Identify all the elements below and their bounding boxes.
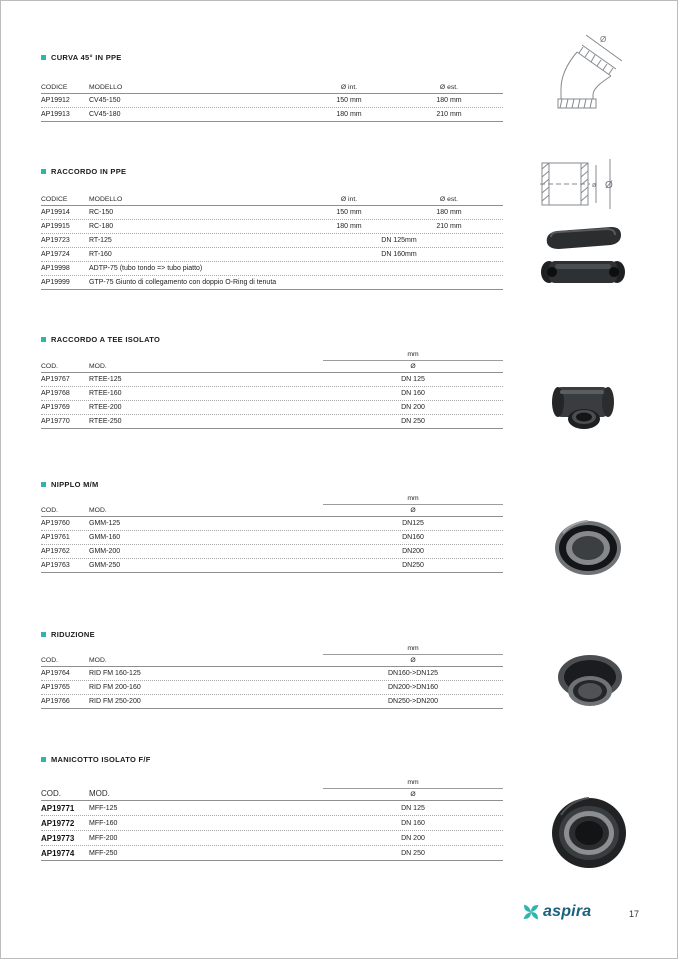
unit-label: mm [323,777,503,789]
table-header-row [41,79,503,94]
col-header-codice: CODICE [41,84,68,91]
section-heading-tee [41,335,160,344]
bullet-icon [41,169,46,174]
table-header-row [41,191,503,206]
table-cell: DN200 [402,548,424,555]
raccordo-table [41,191,503,290]
table-cell: AP19763 [41,562,70,569]
table-header-row [41,349,503,373]
unit-label: mm [323,349,503,361]
table-cell: CV45-180 [89,111,121,118]
tee-table [41,349,503,429]
brand-name: aspira [543,903,592,920]
brand-logo [522,903,591,921]
table-cell: 150 mm [336,209,362,216]
table-cell: DN 125mm [381,237,417,244]
curva-45-drawing [534,31,634,119]
table-cell: AP19765 [41,684,70,691]
dia-label: Ø [410,657,416,664]
table-cell: RT-125 [89,237,112,244]
diameter-label: Ø [600,35,607,44]
table-cell: AP19913 [41,111,70,118]
adtp-adapter-photo [541,223,626,253]
table-cell: RC-180 [89,223,114,230]
diameter-label: Ø [605,180,613,191]
table-cell: GMM-200 [89,548,121,555]
table-row [41,401,503,415]
table-row [41,373,503,387]
section-heading-curva45 [41,53,122,62]
col-header-spacer [379,91,419,93]
table-cell: DN 250 [401,418,425,425]
col-header-spacer [379,203,419,205]
table-cell: GTP-75 Giunto di collegamento con doppio O-Ring di tenuta [89,279,277,286]
unit-label: mm [323,643,503,655]
table-cell: RTEE-250 [89,418,122,425]
table-cell: AP19723 [41,237,70,244]
table-cell: ADTP-75 (tubo tondo => tubo piatto) [89,265,203,272]
col-header-mod: MOD. [89,363,107,370]
table-header-row [41,493,503,517]
table-cell: DN 160 [401,819,425,827]
page-number: 17 [629,909,640,919]
table-cell: DN 200 [401,404,425,411]
table-cell: DN160->DN125 [388,670,438,677]
table-cell: AP19998 [41,265,70,272]
table-cell: AP19912 [41,97,70,104]
table-cell: DN 250 [401,849,425,857]
col-header-cod: COD. [41,507,58,514]
table-row [41,681,503,695]
table-cell: DN 125 [401,376,425,383]
section-title: MANICOTTO ISOLATO F/F [51,755,151,764]
table-cell: RTEE-125 [89,376,122,383]
riduzione-photo [554,653,626,713]
table-header-row [41,643,503,667]
tee-fitting-photo [546,369,618,431]
table-row [41,387,503,401]
section-title: NIPPLO M/M [51,480,99,489]
table-cell: MFF-200 [89,834,118,842]
nipplo-photo [553,519,623,577]
table-cell: DN200->DN160 [388,684,438,691]
table-cell: AP19999 [41,279,70,286]
table-cell: RTEE-200 [89,404,122,411]
section-title: RIDUZIONE [51,630,95,639]
table-row [41,816,503,831]
table-cell: DN 200 [401,834,425,842]
dia-label: Ø [410,363,416,370]
section-title: RACCORDO A TEE ISOLATO [51,335,161,344]
unit-label: mm [323,493,503,505]
table-row [41,545,503,559]
table-cell: AP19771 [41,803,75,813]
col-header-cod: COD. [41,363,58,370]
table-row [41,248,503,262]
col-header-dn [323,777,503,800]
table-row [41,667,503,681]
curva45-table [41,79,503,122]
table-cell: CV45-150 [89,97,121,104]
dia-label: Ø [410,791,416,798]
table-cell: 210 mm [436,111,462,118]
table-cell: GMM-160 [89,534,121,541]
table-row [41,831,503,846]
table-cell: RTEE-160 [89,390,122,397]
table-cell: DN 160 [401,390,425,397]
table-cell: AP19767 [41,376,70,383]
section-title: RACCORDO IN PPE [51,167,127,176]
aspira-pinwheel-icon [522,903,540,921]
col-header-mod: MOD. [89,657,107,664]
table-body [41,801,503,861]
table-cell: AP19766 [41,698,70,705]
bullet-icon [41,55,46,60]
table-cell: AP19915 [41,223,70,230]
table-cell: MFF-125 [89,804,118,812]
table-row [41,276,503,290]
table-cell: 180 mm [336,111,362,118]
table-cell: AP19770 [41,418,70,425]
bullet-icon [41,482,46,487]
table-cell: AP19764 [41,670,70,677]
bullet-icon [41,757,46,762]
table-cell: DN125 [402,520,424,527]
diameter-small-label: ø [592,182,597,189]
manicotto-photo [549,793,629,873]
table-body [41,667,503,709]
table-cell: 180 mm [336,223,362,230]
table-row [41,234,503,248]
table-cell: AP19914 [41,209,70,216]
section-heading-manicotto [41,755,151,764]
riduzione-table [41,643,503,709]
table-body [41,517,503,573]
table-row [41,94,503,108]
gtp-joint-photo [539,256,627,288]
table-cell: DN250->DN200 [388,698,438,705]
table-cell: RT-160 [89,251,112,258]
col-header-dn [323,493,503,516]
table-cell: 180 mm [436,97,462,104]
section-heading-raccordo [41,167,126,176]
table-cell: AP19760 [41,520,70,527]
table-cell: DN 160mm [381,251,417,258]
table-cell: GMM-250 [89,562,121,569]
table-cell: AP19772 [41,818,75,828]
table-cell: AP19768 [41,390,70,397]
bullet-icon [41,337,46,342]
table-cell: RC-150 [89,209,114,216]
table-cell: DN 125 [401,804,425,812]
table-cell: MFF-160 [89,819,118,827]
section-heading-nipplo [41,480,99,489]
table-row [41,108,503,122]
table-cell: 150 mm [336,97,362,104]
table-row [41,220,503,234]
col-header-codice: CODICE [41,196,68,203]
table-row [41,206,503,220]
col-header-cod: COD. [41,789,61,798]
table-cell: MFF-250 [89,849,118,857]
table-cell: RID FM 160-125 [89,670,141,677]
table-body [41,206,503,290]
col-header-dia-int: Ø int. [340,196,358,203]
col-header-cod: COD. [41,657,58,664]
manicotto-table [41,777,503,861]
table-cell: AP19761 [41,534,70,541]
table-cell: AP19774 [41,848,75,858]
col-header-mod: MOD. [89,507,107,514]
table-cell: DN250 [402,562,424,569]
col-header-dn [323,643,503,666]
table-row [41,801,503,816]
table-body [41,373,503,429]
table-row [41,517,503,531]
nipplo-table [41,493,503,573]
table-row [41,262,503,276]
table-row [41,695,503,709]
col-header-modello: MODELLO [89,84,123,91]
table-body [41,94,503,122]
table-cell: AP19724 [41,251,70,258]
col-header-dia-int: Ø int. [340,84,358,91]
col-header-dia-est: Ø est. [439,196,459,203]
table-row [41,531,503,545]
table-row [41,559,503,573]
dia-label: Ø [410,507,416,514]
table-cell: AP19769 [41,404,70,411]
table-cell: RID FM 200-160 [89,684,141,691]
table-cell: DN160 [402,534,424,541]
table-header-row [41,777,503,801]
raccordo-drawing [538,155,620,213]
section-heading-riduzione [41,630,95,639]
bullet-icon [41,632,46,637]
table-row [41,415,503,429]
table-cell: 210 mm [436,223,462,230]
table-cell: 180 mm [436,209,462,216]
col-header-mod: MOD. [89,789,110,798]
col-header-dia-est: Ø est. [439,84,459,91]
col-header-dn [323,349,503,372]
table-cell: GMM-125 [89,520,121,527]
table-cell: RID FM 250-200 [89,698,141,705]
section-title: CURVA 45° IN PPE [51,53,122,62]
table-cell: AP19773 [41,833,75,843]
table-row [41,846,503,861]
table-cell: AP19762 [41,548,70,555]
col-header-modello: MODELLO [89,196,123,203]
